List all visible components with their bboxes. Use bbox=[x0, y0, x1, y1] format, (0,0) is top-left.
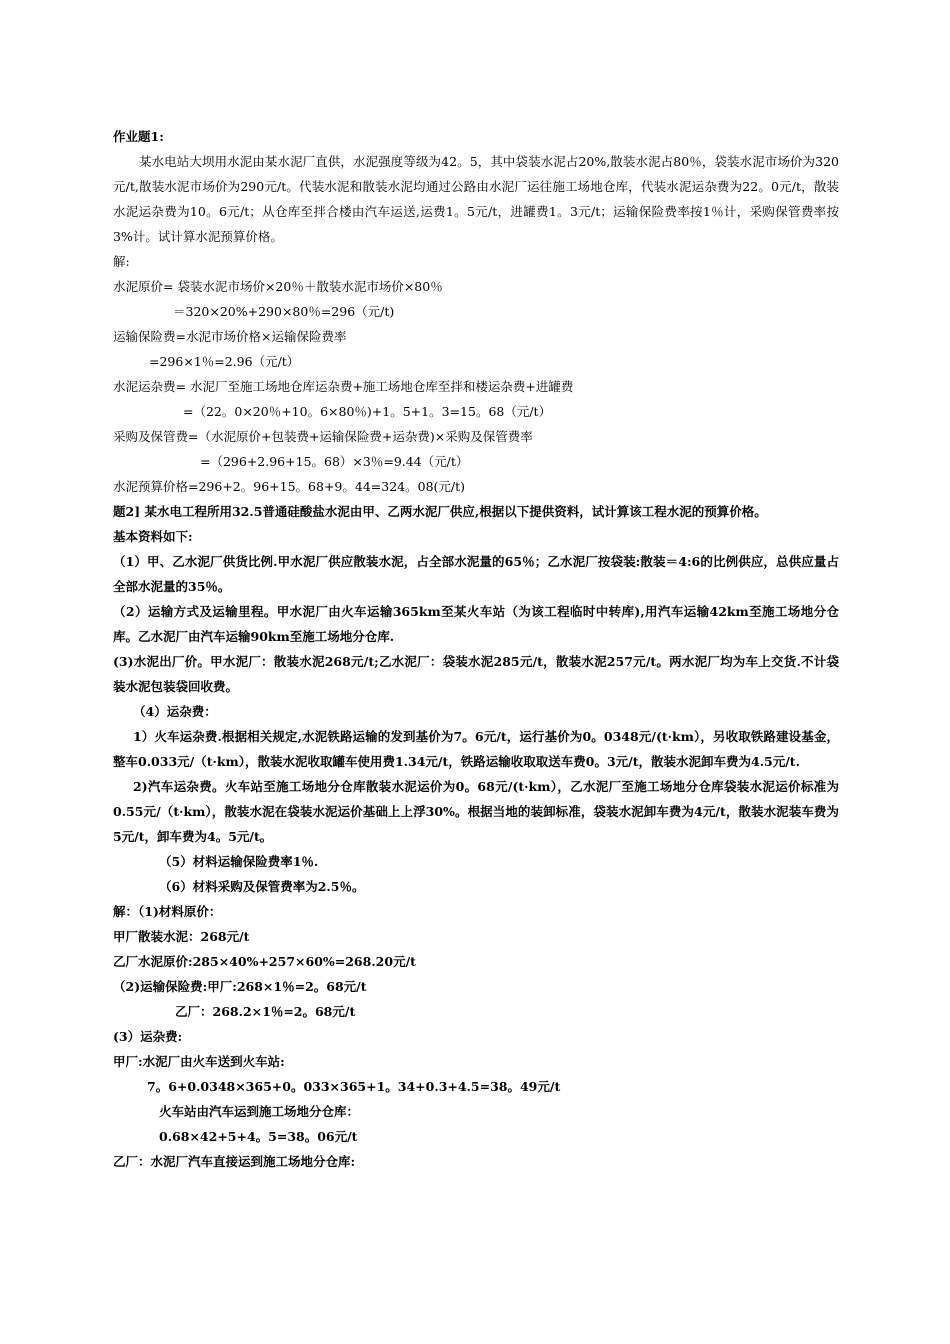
solution-line: 水泥运杂费= 水泥厂至施工场地仓库运杂费+施工场地仓库至拌和楼运杂费+进罐费 bbox=[113, 379, 574, 394]
basics-item: （1）甲、乙水泥厂供货比例.甲水泥厂供应散装水泥，占全部水泥量的65％；乙水泥厂按袋装:散装＝4:6的比例供应，总供应量占全部水泥量的35％。 bbox=[113, 554, 839, 594]
solution-line: =296×1％=2.96（元/t） bbox=[149, 354, 300, 369]
problem2-solution-line: 甲厂散装水泥：268元/t bbox=[113, 929, 250, 944]
solution-line: =（296+2.96+15。68）×3％=9.44（元/t） bbox=[200, 454, 469, 469]
solution-line: 采购及保管费=（水泥原价+包装费+运输保险费+运杂费)×采购及保管费率 bbox=[113, 429, 533, 444]
solution-line: 运输保险费=水泥市场价格×运输保险费率 bbox=[113, 329, 347, 344]
problem2-solution-line: 火车站由汽车运到施工场地分仓库： bbox=[159, 1104, 360, 1119]
basics-item: （6）材料采购及保管费率为2.5％。 bbox=[159, 879, 365, 894]
solution-line: =（22。0×20％+10。6×80％)+1。5+1。3=15。68（元/t） bbox=[183, 404, 552, 419]
basics-item: （2）运输方式及运输里程。甲水泥厂由火车运输365km至某火车站（为该工程临时中转库),用汽车运输42km至施工场地分仓库。乙水泥厂由汽车运输90km至施工场地分仓库. bbox=[113, 604, 839, 644]
problem2-solution-line: 乙厂水泥原价:285×40%+257×60%=268.20元/t bbox=[113, 954, 416, 969]
basics-item: 1）火车运杂费.根据相关规定,水泥铁路运输的发到基价为7。6元/t，运行基价为0。0348元/(t·km），另收取铁路建设基金，整车0.033元/（t·km），散装水泥收取罐车使用费1.34元/t，铁路运输收取取送车费0。3元/t，散装水泥卸车费为4.5元/t. bbox=[113, 729, 839, 769]
problem2-solution-line: （2)运输保险费:甲厂:268×1％=2。68元/t bbox=[113, 979, 367, 994]
problem2-solution-line: (3）运杂费: bbox=[113, 1029, 183, 1044]
problem1-statement: 某水电站大坝用水泥由某水泥厂直供，水泥强度等级为42。5，其中袋装水泥占20%,散装水泥占80％，袋装水泥市场价为320元/t,散装水泥市场价为290元/t。代装水泥和散装水泥均通过公路由水泥厂运往施工场地仓库，代装水泥运杂费为22。0元/t，散装水泥运杂费为10。6元/t；从仓库至拌合楼由汽车运送,运费1。5元/t，进罐费1。3元/t；运输保险费率按1％计，采购保管费率按3%计。试计算水泥预算价格。 bbox=[113, 154, 839, 244]
problem2-solution-line: 0.68×42+5+4。5=38。06元/t bbox=[159, 1129, 358, 1144]
basics-item: （5）材料运输保险费率1％. bbox=[159, 854, 319, 869]
basics-item: (3)水泥出厂价。甲水泥厂：散装水泥268元/t;乙水泥厂：袋装水泥285元/t，散装水泥257元/t。两水泥厂均为车上交货.不计袋装水泥包装袋回收费。 bbox=[113, 654, 839, 694]
problem2-solution-line: 7。6+0.0348×365+0。033×365+1。34+0.3+4.5=38。49元/t bbox=[147, 1079, 561, 1094]
problem2-solution-line: 乙厂：水泥厂汽车直接运到施工场地分仓库: bbox=[113, 1154, 356, 1169]
problem1-solution-label: 解: bbox=[113, 254, 130, 269]
solution-line: 水泥原价= 袋装水泥市场价×20％＋散装水泥市场价×80％ bbox=[113, 279, 443, 294]
problem2-solution-line: 解：（1)材料原价： bbox=[113, 904, 222, 919]
problem2-basics-label: 基本资料如下: bbox=[113, 529, 193, 544]
solution-line: ＝320×20%+290×80％=296（元/t) bbox=[173, 304, 395, 319]
problem1-title: 作业题1: bbox=[113, 129, 164, 144]
document-page bbox=[113, 124, 839, 1174]
basics-item: （4）运杂费： bbox=[133, 704, 217, 719]
solution-line: 水泥预算价格=296+2。96+15。68+9。44=324。08(元/t) bbox=[113, 479, 466, 494]
problem2-solution-line: 甲厂:水泥厂由火车送到火车站: bbox=[113, 1054, 285, 1069]
problem2-title: 题2] 某水电工程所用32.5普通硅酸盐水泥由甲、乙两水泥厂供应,根据以下提供资料，试计算该工程水泥的预算价格。 bbox=[113, 504, 767, 519]
basics-item: 2)汽车运杂费。火车站至施工场地分仓库散装水泥运价为0。68元/(t·km），乙水泥厂至施工场地分仓库袋装水泥运价标准为0.55元/（t·km），散装水泥在袋装水泥运价基础上上浮30%。根据当地的装卸标准，袋装水泥卸车费为4元/t，散装水泥装车费为5元/t，卸车费为4。5元/t。 bbox=[113, 779, 839, 844]
problem2-solution-line: 乙厂：268.2×1％=2。68元/t bbox=[175, 1004, 356, 1019]
